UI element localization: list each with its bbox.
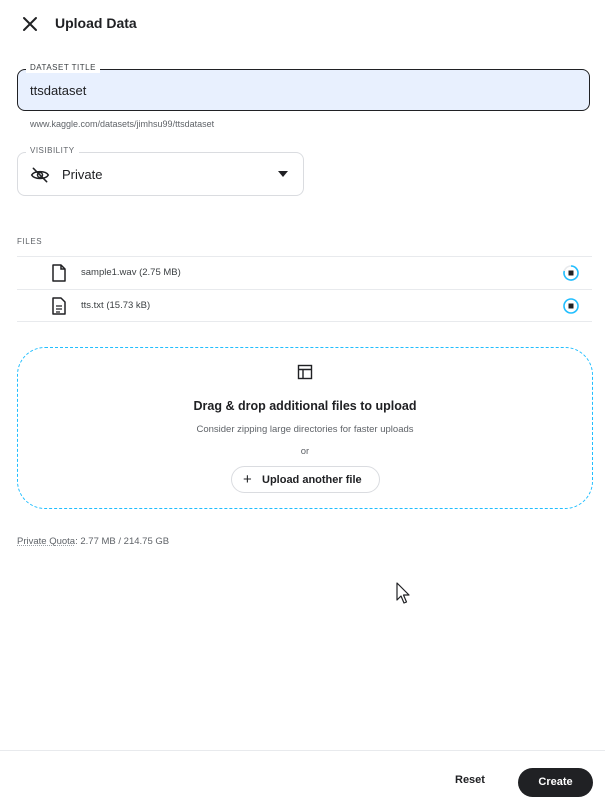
upload-another-file-button[interactable] bbox=[231, 466, 380, 493]
private-quota bbox=[17, 536, 169, 547]
quota-value: : 2.77 MB / 214.75 GB bbox=[75, 536, 170, 547]
dataset-url: www.kaggle.com/datasets/jimhsu99/ttsdataset bbox=[30, 119, 215, 129]
reset-button[interactable]: Reset bbox=[455, 774, 485, 786]
footer bbox=[0, 750, 605, 809]
table-icon bbox=[297, 364, 313, 380]
upload-button-label: Upload another file bbox=[262, 474, 362, 486]
visibility-label: VISIBILITY bbox=[26, 146, 79, 156]
dropzone-or: or bbox=[300, 446, 310, 457]
file-name: sample1.wav (2.75 MB) bbox=[81, 267, 181, 278]
visibility-value: Private bbox=[62, 167, 103, 182]
mouse-cursor-icon bbox=[396, 582, 412, 606]
text-file-icon bbox=[51, 297, 67, 315]
file-name: tts.txt (15.73 kB) bbox=[81, 300, 151, 311]
plus-icon: + bbox=[243, 471, 252, 488]
eye-off-icon bbox=[30, 165, 50, 185]
file-row bbox=[17, 289, 592, 322]
dropzone-subtitle: Consider zipping large directories for faster uploads bbox=[196, 424, 414, 435]
quota-label[interactable]: Private Quota bbox=[17, 536, 76, 547]
caret-down-icon bbox=[278, 171, 288, 177]
dropzone-title: Drag & drop additional files to upload bbox=[193, 399, 417, 413]
dataset-title-field[interactable] bbox=[17, 69, 590, 111]
create-button[interactable]: Create bbox=[518, 768, 593, 797]
upload-progress-icon[interactable] bbox=[562, 264, 580, 282]
dataset-title-label: DATASET TITLE bbox=[26, 63, 100, 73]
visibility-select[interactable] bbox=[17, 152, 304, 196]
file-row bbox=[17, 256, 592, 288]
file-dropzone[interactable] bbox=[17, 347, 593, 509]
close-icon[interactable] bbox=[18, 12, 42, 36]
files-label: FILES bbox=[17, 237, 43, 246]
dataset-title-input[interactable] bbox=[30, 80, 570, 100]
header bbox=[0, 0, 605, 46]
upload-progress-icon[interactable] bbox=[562, 297, 580, 315]
file-icon bbox=[51, 264, 67, 282]
page-title: Upload Data bbox=[55, 15, 137, 31]
